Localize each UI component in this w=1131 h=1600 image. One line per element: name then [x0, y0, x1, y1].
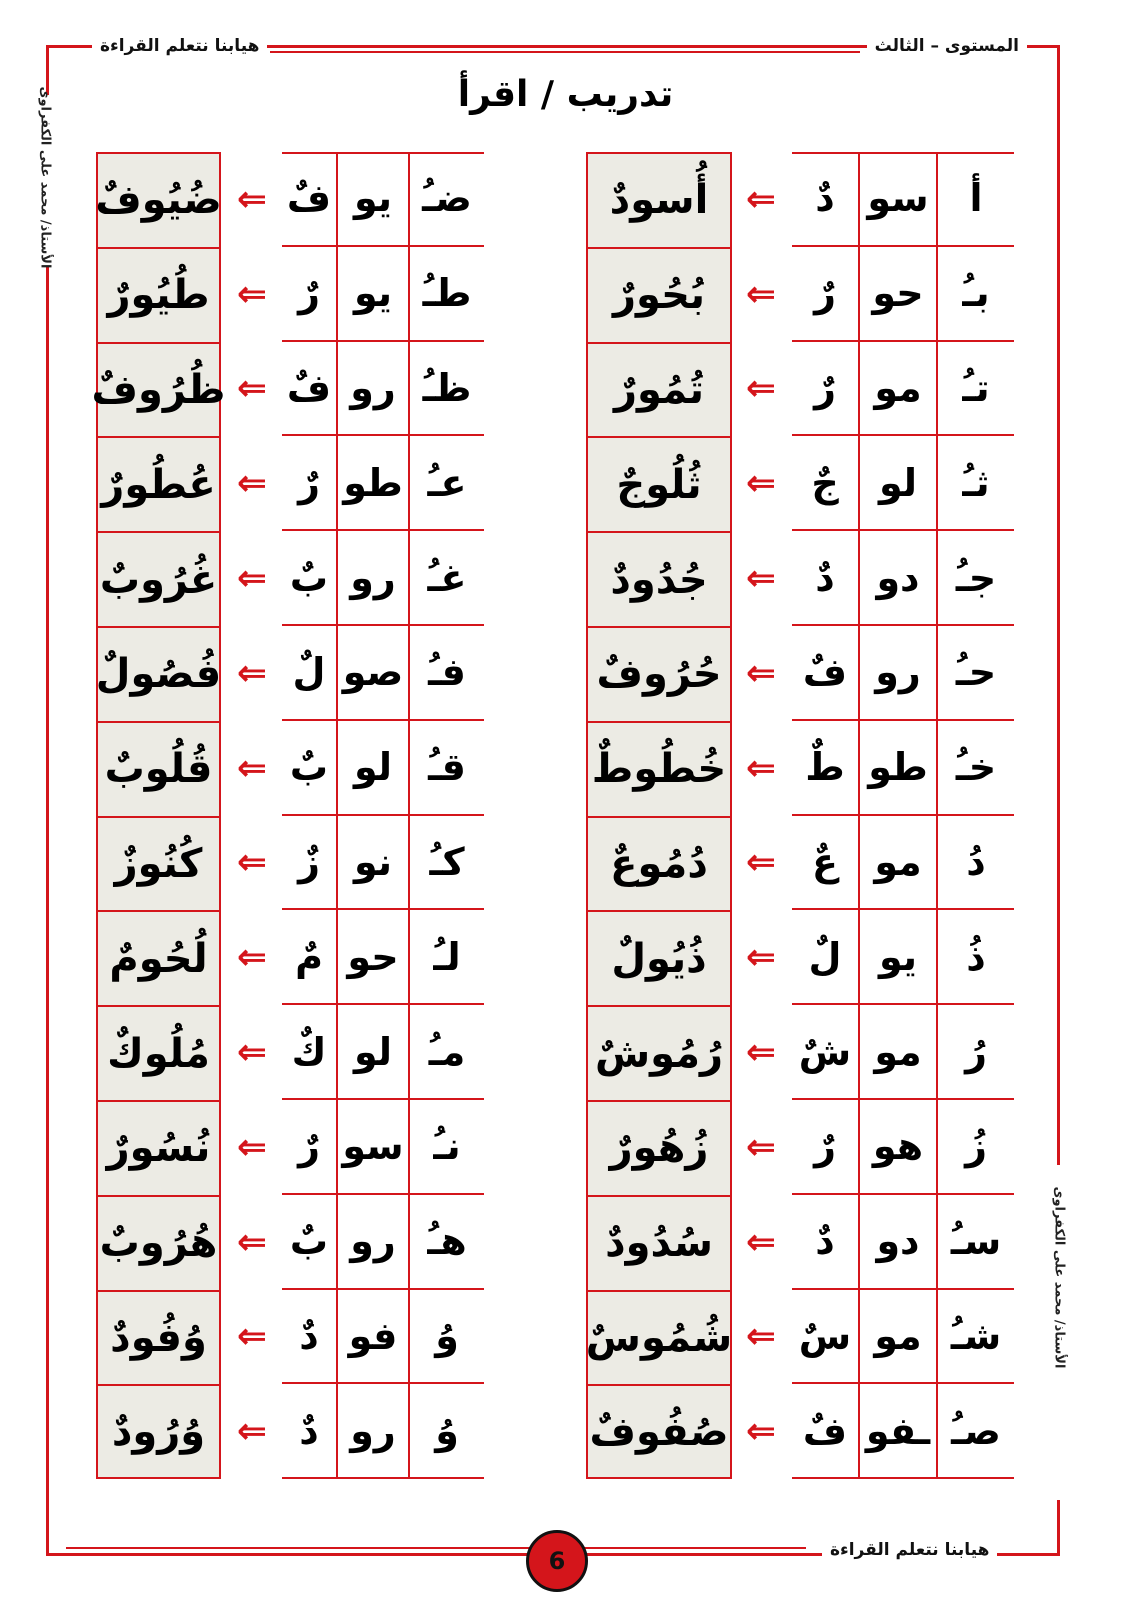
- first-letter-cell: بـُ: [938, 247, 1014, 342]
- middle-syllable-cell: رو: [338, 342, 410, 437]
- last-letter-cell: رٌ: [282, 436, 338, 531]
- last-letter-cell: لٌ: [792, 910, 860, 1005]
- first-letter-cell: ظـُ: [410, 342, 484, 437]
- first-letter-cell: ذُ: [938, 910, 1014, 1005]
- combined-word-cell: فُصُولٌ: [96, 626, 221, 721]
- last-letter-cell: جٌ: [792, 436, 860, 531]
- last-letter-cell: فٌ: [282, 152, 338, 247]
- table-row: [96, 1384, 486, 1479]
- arrow-icon: ⇐: [745, 178, 777, 220]
- table-row: [586, 1384, 1016, 1479]
- last-letter-cell: دٌ: [282, 1384, 338, 1479]
- combined-word-cell: أُسودٌ: [586, 152, 732, 247]
- arrow-icon: ⇐: [745, 937, 777, 979]
- middle-syllable-cell: طو: [338, 436, 410, 531]
- middle-syllable-cell: نو: [338, 816, 410, 911]
- table-row: [586, 1290, 1016, 1385]
- arrow-icon: ⇐: [745, 368, 777, 410]
- last-letter-cell: بٌ: [282, 531, 338, 626]
- middle-syllable-cell: فو: [338, 1290, 410, 1385]
- last-letter-cell: فٌ: [792, 626, 860, 721]
- middle-syllable-cell: حو: [860, 247, 938, 342]
- last-letter-cell: لٌ: [282, 626, 338, 721]
- last-letter-cell: بٌ: [282, 1195, 338, 1290]
- last-letter-cell: كٌ: [282, 1005, 338, 1100]
- first-letter-cell: رُ: [938, 1005, 1014, 1100]
- first-letter-cell: قـُ: [410, 721, 484, 816]
- combined-word-cell: شُمُوسٌ: [586, 1290, 732, 1385]
- table-row: [586, 152, 1016, 247]
- first-letter-cell: زُ: [938, 1100, 1014, 1195]
- page-number-badge: 6: [526, 1530, 588, 1592]
- arrow-icon: ⇐: [236, 937, 268, 979]
- last-letter-cell: رٌ: [282, 247, 338, 342]
- combined-word-cell: رُمُوشٌ: [586, 1005, 732, 1100]
- arrow-icon: ⇐: [745, 1411, 777, 1453]
- frame-left-line: [46, 266, 49, 1556]
- left-reading-table: [91, 152, 486, 1480]
- first-letter-cell: فـُ: [410, 626, 484, 721]
- table-row: [96, 531, 486, 626]
- frame-bottom-line-inner: [66, 1547, 806, 1549]
- table-row: [586, 816, 1016, 911]
- middle-syllable-cell: يو: [860, 910, 938, 1005]
- table-row: [586, 721, 1016, 816]
- middle-syllable-cell: سو: [860, 152, 938, 247]
- combined-word-cell: سُدُودٌ: [586, 1195, 732, 1290]
- frame-right-line-bottom: [1057, 1500, 1060, 1556]
- arrow-icon: ⇐: [236, 558, 268, 600]
- table-row: [96, 626, 486, 721]
- last-letter-cell: عٌ: [792, 816, 860, 911]
- middle-syllable-cell: رو: [338, 1384, 410, 1479]
- arrow-icon: ⇐: [745, 1221, 777, 1263]
- first-letter-cell: تـُ: [938, 342, 1014, 437]
- first-letter-cell: ضـُ: [410, 152, 484, 247]
- last-letter-cell: دٌ: [792, 152, 860, 247]
- combined-word-cell: وُفُودٌ: [96, 1290, 221, 1385]
- combined-word-cell: زُهُورٌ: [586, 1100, 732, 1195]
- first-letter-cell: عـُ: [410, 436, 484, 531]
- first-letter-cell: صـُ: [938, 1384, 1014, 1479]
- combined-word-cell: ذُيُولٌ: [586, 910, 732, 1005]
- arrow-icon: ⇐: [236, 842, 268, 884]
- arrow-icon: ⇐: [236, 1032, 268, 1074]
- combined-word-cell: تُمُورٌ: [586, 342, 732, 437]
- combined-word-cell: ضُيُوفٌ: [96, 152, 221, 247]
- table-row: [586, 436, 1016, 531]
- combined-word-cell: كُنُوزٌ: [96, 816, 221, 911]
- arrow-icon: ⇐: [745, 463, 777, 505]
- table-row: [96, 1005, 486, 1100]
- table-row: [586, 1100, 1016, 1195]
- last-letter-cell: فٌ: [282, 342, 338, 437]
- middle-syllable-cell: ـفو: [860, 1384, 938, 1479]
- combined-word-cell: ثُلُوجٌ: [586, 436, 732, 531]
- arrow-icon: ⇐: [236, 1316, 268, 1358]
- table-row: [586, 626, 1016, 721]
- arrow-icon: ⇐: [236, 652, 268, 694]
- combined-word-cell: عُطُورٌ: [96, 436, 221, 531]
- last-letter-cell: رٌ: [792, 1100, 860, 1195]
- middle-syllable-cell: مو: [860, 816, 938, 911]
- table-top-line: [792, 152, 1014, 154]
- arrow-icon: ⇐: [745, 1316, 777, 1358]
- first-letter-cell: وُ: [410, 1290, 484, 1385]
- first-letter-cell: وُ: [410, 1384, 484, 1479]
- middle-syllable-cell: هو: [860, 1100, 938, 1195]
- arrow-icon: ⇐: [236, 178, 268, 220]
- arrow-icon: ⇐: [745, 747, 777, 789]
- first-letter-cell: هـُ: [410, 1195, 484, 1290]
- combined-word-cell: صُفُوفٌ: [586, 1384, 732, 1479]
- combined-word-cell: وُرُودٌ: [96, 1384, 221, 1479]
- middle-syllable-cell: لو: [338, 1005, 410, 1100]
- combined-word-cell: ظُرُوفٌ: [96, 342, 221, 437]
- header-level-label: المستوى – الثالث: [867, 36, 1027, 56]
- combined-word-cell: بُحُورٌ: [586, 247, 732, 342]
- table-row: [586, 1005, 1016, 1100]
- middle-syllable-cell: دو: [860, 1195, 938, 1290]
- arrow-icon: ⇐: [236, 463, 268, 505]
- arrow-icon: ⇐: [236, 1411, 268, 1453]
- last-letter-cell: رٌ: [282, 1100, 338, 1195]
- table-row: [96, 247, 486, 342]
- last-letter-cell: طٌ: [792, 721, 860, 816]
- teacher-credit-left: الأستاذ/ محمد على الكفراوى: [37, 86, 53, 269]
- first-letter-cell: طـُ: [410, 247, 484, 342]
- last-letter-cell: رٌ: [792, 342, 860, 437]
- table-row: [96, 436, 486, 531]
- arrow-icon: ⇐: [236, 368, 268, 410]
- table-row: [586, 247, 1016, 342]
- first-letter-cell: سـُ: [938, 1195, 1014, 1290]
- combined-word-cell: حُرُوفٌ: [586, 626, 732, 721]
- table-row: [96, 152, 486, 247]
- combined-word-cell: خُطُوطٌ: [586, 721, 732, 816]
- first-letter-cell: لـُ: [410, 910, 484, 1005]
- footer-series-title: هيابنا نتعلم القراءة: [822, 1540, 997, 1560]
- middle-syllable-cell: رو: [860, 626, 938, 721]
- arrow-icon: ⇐: [745, 273, 777, 315]
- table-row: [586, 531, 1016, 626]
- arrow-icon: ⇐: [236, 273, 268, 315]
- right-reading-table: [586, 152, 1016, 1480]
- page-title: تدريب / اقرأ: [457, 74, 674, 115]
- middle-syllable-cell: صو: [338, 626, 410, 721]
- combined-word-cell: مُلُوكٌ: [96, 1005, 221, 1100]
- arrow-icon: ⇐: [236, 1126, 268, 1168]
- last-letter-cell: شٌ: [792, 1005, 860, 1100]
- table-row: [96, 1195, 486, 1290]
- first-letter-cell: حـُ: [938, 626, 1014, 721]
- middle-syllable-cell: مو: [860, 342, 938, 437]
- middle-syllable-cell: سو: [338, 1100, 410, 1195]
- combined-word-cell: دُمُوعٌ: [586, 816, 732, 911]
- first-letter-cell: خـُ: [938, 721, 1014, 816]
- first-letter-cell: ثـُ: [938, 436, 1014, 531]
- table-row: [96, 721, 486, 816]
- table-top-line: [282, 152, 484, 154]
- table-row: [586, 1195, 1016, 1290]
- middle-syllable-cell: دو: [860, 531, 938, 626]
- middle-syllable-cell: لو: [860, 436, 938, 531]
- middle-syllable-cell: مو: [860, 1290, 938, 1385]
- last-letter-cell: دٌ: [792, 531, 860, 626]
- frame-right-line: [1057, 45, 1060, 1165]
- combined-word-cell: طُيُورٌ: [96, 247, 221, 342]
- first-letter-cell: غـُ: [410, 531, 484, 626]
- arrow-icon: ⇐: [745, 1032, 777, 1074]
- last-letter-cell: رٌ: [792, 247, 860, 342]
- middle-syllable-cell: حو: [338, 910, 410, 1005]
- first-letter-cell: نـُ: [410, 1100, 484, 1195]
- combined-word-cell: قُلُوبٌ: [96, 721, 221, 816]
- frame-top-line-inner: [270, 51, 860, 53]
- middle-syllable-cell: لو: [338, 721, 410, 816]
- combined-word-cell: غُرُوبٌ: [96, 531, 221, 626]
- arrow-icon: ⇐: [745, 652, 777, 694]
- arrow-icon: ⇐: [236, 1221, 268, 1263]
- teacher-credit-right: الأستاذ/ محمد على الكفراوى: [1051, 1186, 1067, 1369]
- arrow-icon: ⇐: [745, 842, 777, 884]
- table-row: [586, 342, 1016, 437]
- middle-syllable-cell: يو: [338, 247, 410, 342]
- last-letter-cell: زٌ: [282, 816, 338, 911]
- arrow-icon: ⇐: [745, 1126, 777, 1168]
- middle-syllable-cell: يو: [338, 152, 410, 247]
- table-row: [91, 342, 486, 437]
- middle-syllable-cell: طو: [860, 721, 938, 816]
- last-letter-cell: سٌ: [792, 1290, 860, 1385]
- middle-syllable-cell: مو: [860, 1005, 938, 1100]
- table-row: [96, 816, 486, 911]
- first-letter-cell: مـُ: [410, 1005, 484, 1100]
- first-letter-cell: دُ: [938, 816, 1014, 911]
- table-row: [586, 910, 1016, 1005]
- table-row: [96, 1290, 486, 1385]
- arrow-icon: ⇐: [745, 558, 777, 600]
- last-letter-cell: دٌ: [282, 1290, 338, 1385]
- table-row: [96, 910, 486, 1005]
- first-letter-cell: شـُ: [938, 1290, 1014, 1385]
- first-letter-cell: أ: [938, 152, 1014, 247]
- last-letter-cell: فٌ: [792, 1384, 860, 1479]
- header-series-title: هيابنا نتعلم القراءة: [92, 36, 267, 56]
- combined-word-cell: جُدُودٌ: [586, 531, 732, 626]
- last-letter-cell: مٌ: [282, 910, 338, 1005]
- combined-word-cell: نُسُورٌ: [96, 1100, 221, 1195]
- first-letter-cell: كـُ: [410, 816, 484, 911]
- last-letter-cell: بٌ: [282, 721, 338, 816]
- first-letter-cell: جـُ: [938, 531, 1014, 626]
- table-row: [96, 1100, 486, 1195]
- middle-syllable-cell: رو: [338, 531, 410, 626]
- combined-word-cell: لُحُومٌ: [96, 910, 221, 1005]
- last-letter-cell: دٌ: [792, 1195, 860, 1290]
- arrow-icon: ⇐: [236, 747, 268, 789]
- middle-syllable-cell: رو: [338, 1195, 410, 1290]
- combined-word-cell: هُرُوبٌ: [96, 1195, 221, 1290]
